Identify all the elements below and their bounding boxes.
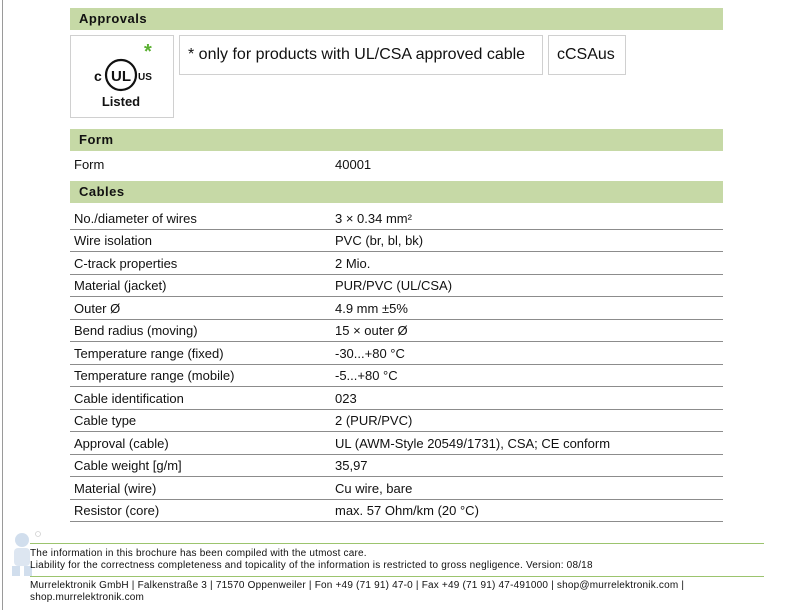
footer-shop-link[interactable]: shop.murrelektronik.com xyxy=(30,592,145,603)
footer-address: Murrelektronik GmbH | Falkenstraße 3 | 71570 Oppenweiler | Fon +49 (71 91) 47-0 | Fax +49 (71 91) 47-491000 | shop@murrelektronik.com | xyxy=(30,580,685,591)
svg-text:UL: UL xyxy=(111,68,131,85)
form-row xyxy=(70,154,723,176)
table-row xyxy=(70,455,723,477)
row-value: Cu wire, bare xyxy=(335,481,413,496)
svg-text:*: * xyxy=(144,41,152,63)
ul-listed-mark-icon xyxy=(71,36,173,117)
page-edge-line xyxy=(2,0,3,610)
row-value: UL (AWM-Style 20549/1731), CSA; CE conform xyxy=(335,436,611,451)
row-value: 023 xyxy=(335,391,357,406)
footer-divider-top xyxy=(30,543,764,544)
row-label: Cable type xyxy=(74,413,137,428)
row-value: 2 (PUR/PVC) xyxy=(335,413,413,428)
ul-listed-logo xyxy=(70,35,174,118)
row-value: max. 57 Ohm/km (20 °C) xyxy=(335,503,479,518)
row-label: Cable weight [g/m] xyxy=(74,458,182,473)
row-label: Temperature range (fixed) xyxy=(74,346,224,361)
svg-text:Listed: Listed xyxy=(101,94,141,109)
row-value: -30...+80 °C xyxy=(335,346,405,361)
row-value: PVC (br, bl, bk) xyxy=(335,233,424,248)
row-label: Temperature range (mobile) xyxy=(74,368,235,383)
table-row xyxy=(70,275,723,297)
row-label: Resistor (core) xyxy=(74,503,160,518)
table-row xyxy=(70,298,723,320)
row-label: C-track properties xyxy=(74,256,178,271)
row-value: PUR/PVC (UL/CSA) xyxy=(335,278,453,293)
row-label: Outer Ø xyxy=(74,301,121,316)
row-label: Cable identification xyxy=(74,391,184,406)
row-label: Bend radius (moving) xyxy=(74,323,198,338)
footer-divider-bottom xyxy=(30,576,764,577)
row-value: 3 × 0.34 mm² xyxy=(335,211,412,226)
cables-header: Cables xyxy=(70,181,723,203)
row-label: Form xyxy=(74,157,105,172)
svg-text:US: US xyxy=(138,72,152,83)
row-value: 35,97 xyxy=(335,458,368,473)
footer-disclaimer-line1: The information in this brochure has been compiled with the utmost care. xyxy=(30,548,367,559)
table-row xyxy=(70,410,723,432)
table-row xyxy=(70,208,723,230)
certification-label: cCSAus xyxy=(548,35,626,75)
approvals-header: Approvals xyxy=(70,8,723,30)
row-value: 40001 xyxy=(335,157,372,172)
row-label: Material (jacket) xyxy=(74,278,167,293)
row-value: 15 × outer Ø xyxy=(335,323,408,338)
row-value: 4.9 mm ±5% xyxy=(335,301,408,316)
row-label: No./diameter of wires xyxy=(74,211,197,226)
table-row xyxy=(70,343,723,365)
ul-csa-note: * only for products with UL/CSA approved cable xyxy=(179,35,543,75)
table-row xyxy=(70,320,723,342)
form-header: Form xyxy=(70,129,723,151)
table-row xyxy=(70,433,723,455)
table-row xyxy=(70,388,723,410)
footer-disclaimer-line2: Liability for the correctness completeness and topicality of the information is restricted to gross negligence. Version: 08/18 xyxy=(30,560,593,571)
table-row xyxy=(70,500,723,522)
svg-text:c: c xyxy=(94,68,102,84)
table-row xyxy=(70,478,723,500)
row-label: Material (wire) xyxy=(74,481,157,496)
row-label: Wire isolation xyxy=(74,233,153,248)
row-label: Approval (cable) xyxy=(74,436,169,451)
table-row xyxy=(70,230,723,252)
row-value: -5...+80 °C xyxy=(335,368,398,383)
table-row xyxy=(70,253,723,275)
table-row xyxy=(70,365,723,387)
row-value: 2 Mio. xyxy=(335,256,371,271)
